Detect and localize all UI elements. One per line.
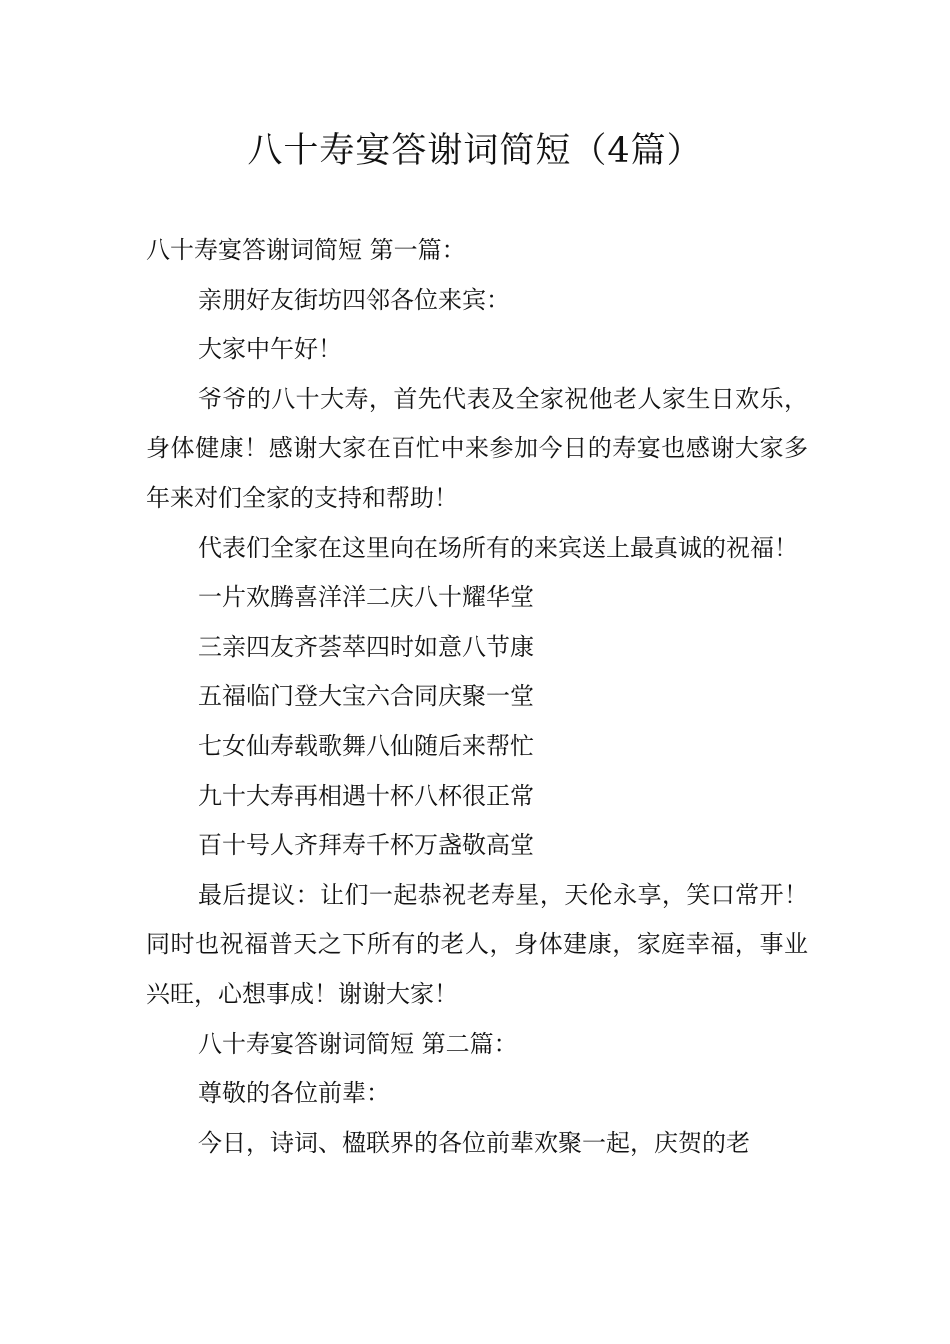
body-paragraph: 今日，诗词、楹联界的各位前辈欢聚一起，庆贺的老 bbox=[198, 1128, 750, 1157]
verse-line: 一片欢腾喜洋洋二庆八十耀华堂 bbox=[198, 583, 534, 612]
verse-line: 七女仙寿载歌舞八仙随后来帮忙 bbox=[198, 731, 534, 760]
verse-line: 九十大寿再相遇十杯八杯很正常 bbox=[198, 781, 534, 810]
document-body bbox=[146, 226, 808, 1168]
verse-line: 五福临门登大宝六合同庆聚一堂 bbox=[198, 682, 534, 711]
section-heading: 八十寿宴答谢词简短 第一篇： bbox=[146, 236, 466, 264]
greeting-paragraph: 亲朋好友街坊四邻各位来宾： bbox=[198, 285, 510, 314]
greeting-paragraph: 大家中午好！ bbox=[198, 335, 342, 364]
body-paragraph: 最后提议：让们一起恭祝老寿星，天伦永享，笑口常开！同时也祝福普天之下所有的老人，身体建康，家庭幸福，事业兴旺，心想事成！谢谢大家！ bbox=[146, 880, 808, 1008]
verse-line: 百十号人齐拜寿千杯万盏敬高堂 bbox=[198, 831, 534, 860]
document-title: 八十寿宴答谢词简短（4篇） bbox=[247, 131, 703, 171]
body-paragraph: 爷爷的八十大寿，首先代表及全家祝他老人家生日欢乐，身体健康！感谢大家在百忙中来参加今日的寿宴也感谢大家多年来对们全家的支持和帮助！ bbox=[146, 384, 808, 512]
verse-line: 三亲四友齐荟萃四时如意八节康 bbox=[198, 632, 534, 661]
section-heading: 八十寿宴答谢词简短 第二篇： bbox=[198, 1029, 518, 1058]
greeting-paragraph: 尊敬的各位前辈： bbox=[198, 1079, 390, 1108]
body-paragraph: 代表们全家在这里向在场所有的来宾送上最真诚的祝福！ bbox=[198, 533, 798, 562]
